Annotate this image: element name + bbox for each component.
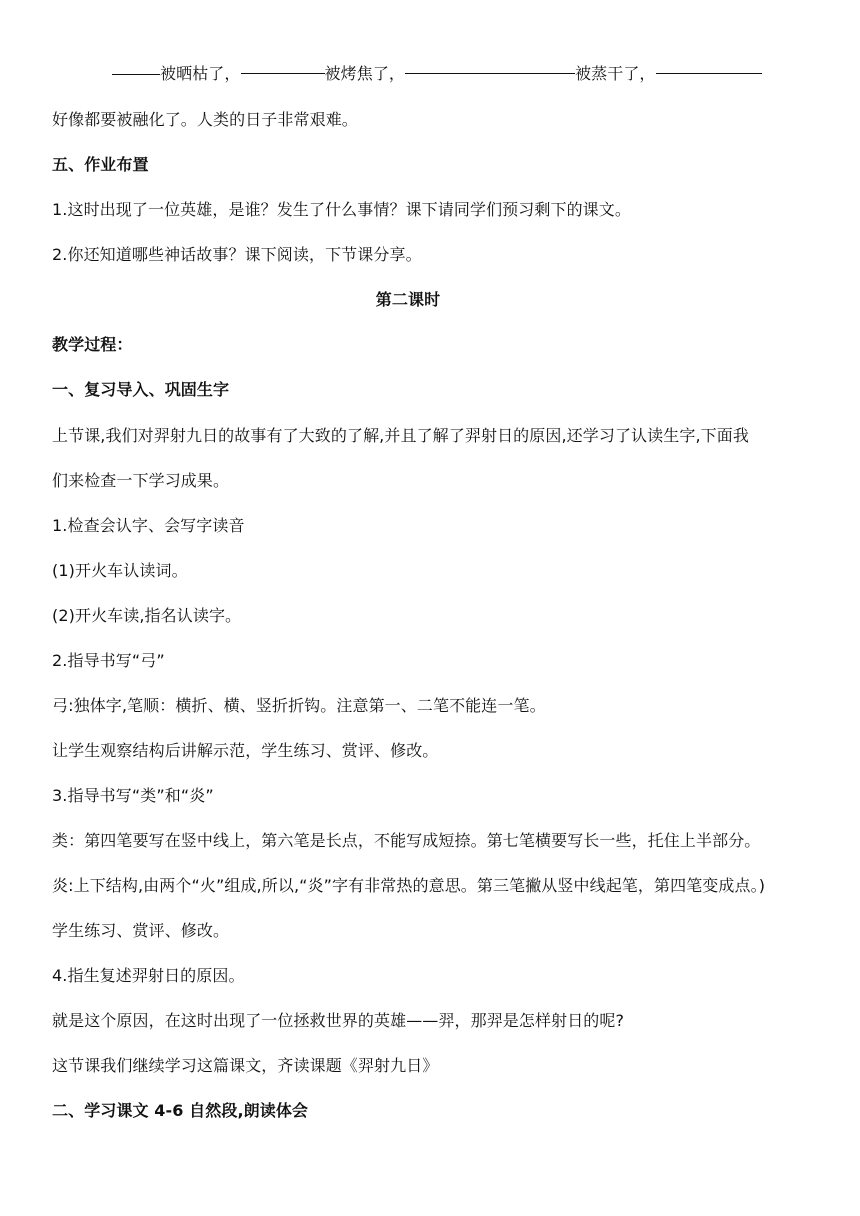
paragraph: 学生练习、赏评、修改。 bbox=[52, 921, 230, 940]
fill-blank-line: 被晒枯了， 被烤焦了， 被蒸干了， bbox=[112, 64, 762, 84]
paragraph: 这节课我们继续学习这篇课文，齐读课题《羿射九日》 bbox=[52, 1056, 439, 1075]
paragraph: 类：第四笔要写在竖中线上，第六笔是长点，不能写成短捺。第七笔横要写长一些，托住上半部分。 bbox=[52, 831, 761, 850]
paragraph: 好像都要被融化了。人类的日子非常艰难。 bbox=[52, 110, 358, 129]
paragraph: 让学生观察结构后讲解示范，学生练习、赏评、修改。 bbox=[52, 741, 439, 760]
section-heading: 二、学习课文 4-6 自然段,朗读体会 bbox=[52, 1101, 309, 1120]
paragraph: 就是这个原因，在这时出现了一位拯救世界的英雄——羿，那羿是怎样射日的呢? bbox=[52, 1011, 625, 1030]
section-heading: 教学过程： bbox=[52, 335, 133, 354]
list-item: (1)开火车认读词。 bbox=[52, 561, 188, 580]
section-heading: 五、作业布置 bbox=[52, 155, 149, 174]
list-item: 2.你还知道哪些神话故事？课下阅读，下节课分享。 bbox=[52, 245, 422, 264]
list-item: 3.指导书写“类”和“炎” bbox=[52, 786, 214, 805]
paragraph: 炎:上下结构,由两个“火”组成,所以,“炎”字有非常热的意思。第三笔撇从竖中线起笔，第四笔变成点。) bbox=[52, 876, 766, 895]
paragraph: 们来检查一下学习成果。 bbox=[52, 471, 230, 490]
list-item: (2)开火车读,指名认读字。 bbox=[52, 606, 242, 625]
section-heading: 一、复习导入、巩固生字 bbox=[52, 380, 230, 399]
list-item: 4.指生复述羿射日的原因。 bbox=[52, 966, 245, 985]
blank-dash bbox=[656, 73, 762, 74]
paragraph: 弓:独体字,笔顺：横折、横、竖折折钩。注意第一、二笔不能连一笔。 bbox=[52, 696, 546, 715]
blank-dash bbox=[405, 73, 575, 74]
lesson-title: 第二课时 bbox=[375, 290, 441, 309]
blank-dash bbox=[241, 73, 325, 74]
blank-underline bbox=[112, 64, 160, 75]
list-item: 1.检查会认字、会写字读音 bbox=[52, 516, 245, 535]
list-item: 2.指导书写“弓” bbox=[52, 651, 165, 670]
list-item: 1.这时出现了一位英雄，是谁？发生了什么事情？课下请同学们预习剩下的课文。 bbox=[52, 200, 631, 219]
paragraph: 上节课,我们对羿射九日的故事有了大致的了解,并且了解了羿射日的原因,还学习了认读生字,下面我 bbox=[52, 426, 749, 445]
